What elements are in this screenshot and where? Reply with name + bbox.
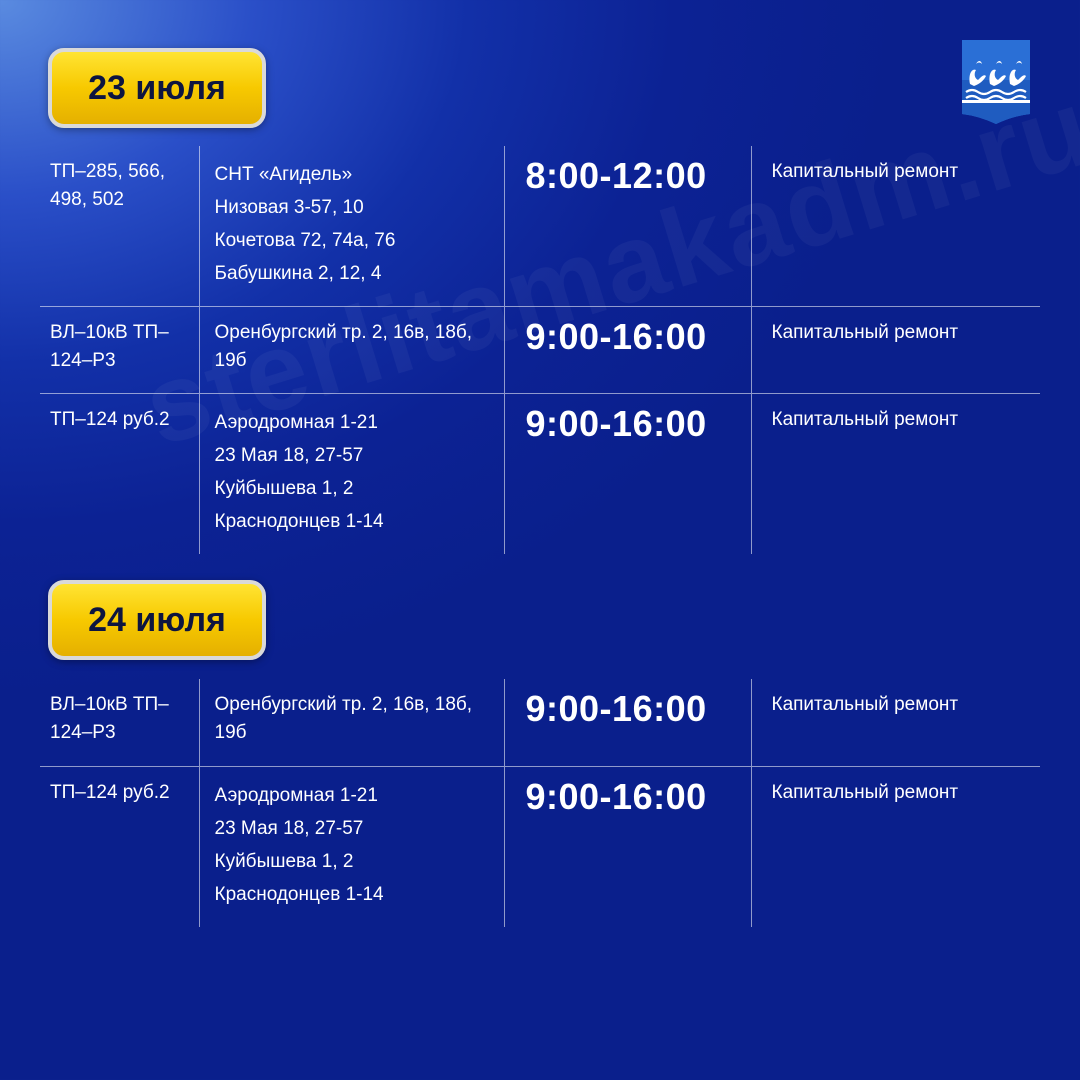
address-line: Краснодонцев 1-14 bbox=[214, 511, 384, 532]
city-coat-of-arms-swans-icon bbox=[962, 40, 1030, 124]
address-line: 23 Мая 18, 27-57 bbox=[214, 817, 364, 839]
time-cell: 8:00-12:00 bbox=[504, 146, 751, 307]
table-row bbox=[40, 146, 1040, 307]
work-type-cell: Капитальный ремонт bbox=[751, 679, 1040, 766]
address-line: Аэродромная 1-21 bbox=[214, 784, 378, 806]
work-type-cell: Капитальный ремонт bbox=[751, 766, 1040, 927]
address-line: Оренбургский тр. 2, 16в, 18б, 19б bbox=[214, 322, 473, 371]
address-cell bbox=[199, 146, 504, 307]
work-type-cell: Капитальный ремонт bbox=[751, 307, 1040, 394]
power-line-cell: ВЛ–10кВ ТП–124–Р3 bbox=[50, 694, 169, 743]
address-line: Аэродромная 1-21 bbox=[214, 412, 378, 433]
work-type-cell: Капитальный ремонт bbox=[751, 146, 1040, 307]
time-cell: 9:00-16:00 bbox=[504, 766, 751, 927]
date-badge: 24 июля bbox=[48, 580, 266, 660]
address-line: 23 Мая 18, 27-57 bbox=[214, 445, 364, 466]
schedule-table bbox=[40, 146, 1040, 554]
table-row bbox=[40, 394, 1040, 555]
address-cell bbox=[199, 307, 504, 394]
address-line: СНТ «Агидель» bbox=[214, 164, 353, 185]
time-cell: 9:00-16:00 bbox=[504, 394, 751, 555]
table-row bbox=[40, 307, 1040, 394]
power-line-cell: ТП–285, 566, 498, 502 bbox=[50, 161, 166, 210]
address-line: Краснодонцев 1-14 bbox=[214, 883, 384, 905]
time-cell: 9:00-16:00 bbox=[504, 679, 751, 766]
work-type-cell: Капитальный ремонт bbox=[751, 394, 1040, 555]
address-cell bbox=[199, 394, 504, 555]
table-row bbox=[40, 766, 1040, 927]
table-row bbox=[40, 679, 1040, 766]
address-cell bbox=[199, 679, 504, 766]
address-line: Бабушкина 2, 12, 4 bbox=[214, 263, 382, 284]
address-line: Куйбышева 1, 2 bbox=[214, 478, 354, 499]
address-line: Кочетова 72, 74а, 76 bbox=[214, 230, 396, 251]
power-line-cell: ТП–124 руб.2 bbox=[40, 394, 199, 555]
date-badge: 23 июля bbox=[48, 48, 266, 128]
power-line-cell: ТП–124 руб.2 bbox=[40, 766, 199, 927]
address-line: Оренбургский тр. 2, 16в, 18б, 19б bbox=[214, 694, 473, 743]
address-line: Низовая 3-57, 10 bbox=[214, 197, 364, 218]
address-line: Куйбышева 1, 2 bbox=[214, 850, 354, 872]
address-cell bbox=[199, 766, 504, 927]
power-line-cell: ВЛ–10кВ ТП–124–Р3 bbox=[40, 307, 199, 394]
time-cell: 9:00-16:00 bbox=[504, 307, 751, 394]
schedule-table bbox=[40, 679, 1040, 927]
